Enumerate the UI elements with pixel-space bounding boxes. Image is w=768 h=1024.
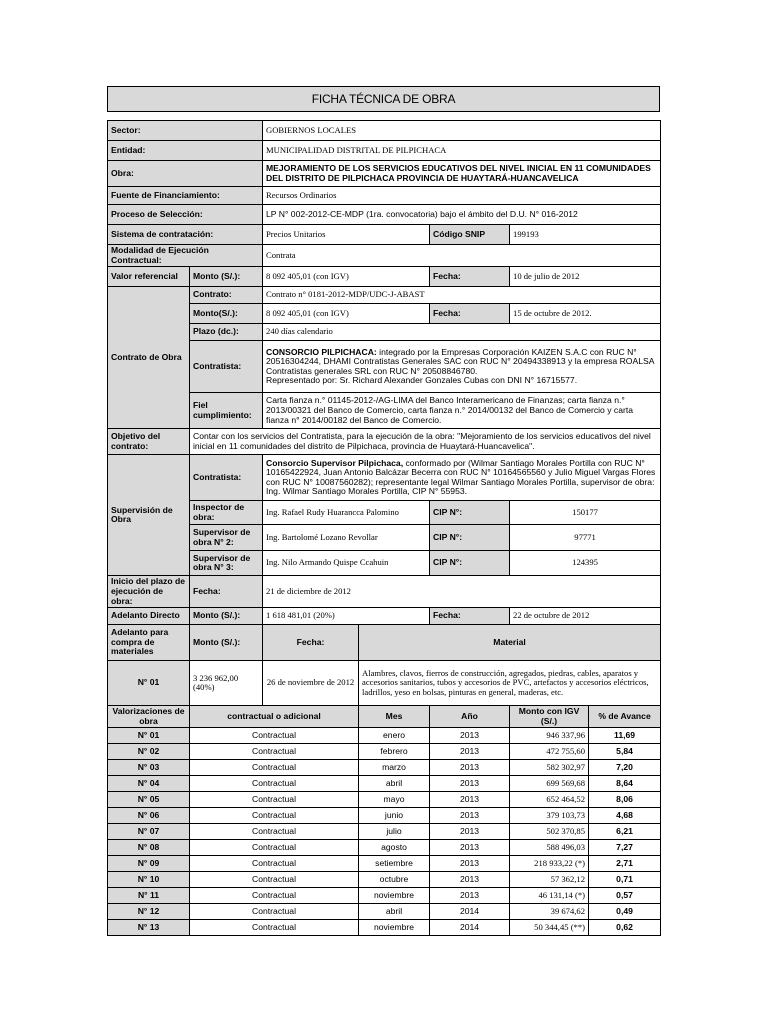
valor-ref-fecha-label: Fecha:	[430, 267, 510, 287]
val-tipo: Contractual	[190, 776, 359, 792]
val-monto: 46 131,14 (*)	[510, 888, 589, 904]
val-tipo: Contractual	[190, 744, 359, 760]
inspector-value: Ing. Rafael Rudy Huarancca Palomino	[263, 501, 430, 525]
sector-value: GOBIERNOS LOCALES	[263, 121, 661, 141]
val-avance: 0,62	[589, 920, 661, 936]
val-mes: enero	[359, 728, 430, 744]
val-avance: 7,27	[589, 840, 661, 856]
val-tipo: Contractual	[190, 840, 359, 856]
val-mes: junio	[359, 808, 430, 824]
supervisor3-cip-label: CIP N°:	[430, 551, 510, 576]
val-mes: agosto	[359, 840, 430, 856]
fuente-label: Fuente de Financiamiento:	[108, 187, 263, 205]
entidad-value: MUNICIPALIDAD DISTRITAL DE PILPICHACA	[263, 141, 661, 161]
val-monto: 502 370,85	[510, 824, 589, 840]
val-avance: 5,84	[589, 744, 661, 760]
val-tipo: Contractual	[190, 728, 359, 744]
val-numero: N° 08	[108, 840, 190, 856]
val-mes: mayo	[359, 792, 430, 808]
val-monto: 582 302,97	[510, 760, 589, 776]
contrato-fecha-label: Fecha:	[430, 304, 510, 324]
document-title: FICHA TÉCNICA DE OBRA	[107, 86, 660, 112]
materiales-fecha: 26 de noviembre de 2012	[263, 661, 359, 706]
table-row	[108, 792, 661, 808]
sup-contratista-label: Contratista:	[190, 455, 263, 501]
val-header-anio: Año	[430, 706, 510, 728]
val-numero: N° 04	[108, 776, 190, 792]
valorizaciones-rows	[108, 728, 661, 936]
val-tipo: Contractual	[190, 856, 359, 872]
table-row	[108, 808, 661, 824]
contratista-rep: Representado por: Sr. Richard Alexander Gonzales Cubas con DNI N° 16715577.	[266, 375, 578, 386]
val-anio: 2013	[430, 856, 510, 872]
val-anio: 2013	[430, 728, 510, 744]
val-mes: julio	[359, 824, 430, 840]
sistema-label: Sistema de contratación:	[108, 225, 263, 245]
val-mes: abril	[359, 904, 430, 920]
table-row	[108, 888, 661, 904]
objetivo-label: Objetivo del contrato:	[108, 429, 190, 455]
snip-value: 199193	[510, 225, 661, 245]
sup-contratista-name: Consorcio Supervisor Pilpichaca,	[266, 457, 404, 468]
val-monto: 652 464,52	[510, 792, 589, 808]
adelanto-materiales-label: Adelanto para compra de materiales	[108, 625, 190, 661]
val-numero: N° 09	[108, 856, 190, 872]
val-avance: 11,69	[589, 728, 661, 744]
inspector-cip: 150177	[510, 501, 661, 525]
modalidad-value: Contrata	[263, 245, 661, 267]
val-anio: 2013	[430, 888, 510, 904]
contratista-label: Contratista:	[190, 341, 263, 393]
inicio-fecha-label: Fecha:	[190, 576, 263, 608]
val-numero: N° 10	[108, 872, 190, 888]
supervisor3-cip: 124395	[510, 551, 661, 576]
val-numero: N° 06	[108, 808, 190, 824]
sup-contratista-value	[263, 455, 661, 501]
val-monto: 50 344,45 (**)	[510, 920, 589, 936]
supervision-label: Supervisión de Obra	[108, 455, 190, 576]
supervisor3-label: Supervisor de obra N° 3:	[190, 551, 263, 576]
materiales-n01: N° 01	[108, 661, 190, 706]
inspector-label: Inspector de obra:	[190, 501, 263, 525]
contratista-value	[263, 341, 661, 393]
adelanto-monto-label: Monto (S/.):	[190, 608, 263, 625]
val-avance: 0,71	[589, 872, 661, 888]
val-tipo: Contractual	[190, 872, 359, 888]
proceso-label: Proceso de Selección:	[108, 205, 263, 225]
table-row	[108, 728, 661, 744]
supervisor2-value: Ing. Bartolomé Lozano Revollar	[263, 525, 430, 551]
plazo-value: 240 días calendario	[263, 324, 661, 341]
valor-ref-monto-label: Monto (S/.):	[190, 267, 263, 287]
material-header: Material	[359, 625, 661, 661]
val-monto: 218 933,22 (*)	[510, 856, 589, 872]
adelanto-monto: 1 618 481,01 (20%)	[263, 608, 430, 625]
sector-label: Sector:	[108, 121, 263, 141]
val-avance: 4,68	[589, 808, 661, 824]
obra-value: MEJORAMIENTO DE LOS SERVICIOS EDUCATIVOS DEL NIVEL INICIAL EN 11 COMUNIDADES DEL DISTRITO DE PILPICHACA PROVINCIA DE HUAYTARÁ-HUANCAVELICA	[263, 161, 661, 187]
val-numero: N° 07	[108, 824, 190, 840]
val-mes: abril	[359, 776, 430, 792]
supervisor3-value: Ing. Nilo Armando Quispe Ccahuin	[263, 551, 430, 576]
contrato-label: Contrato:	[190, 287, 263, 304]
val-avance: 2,71	[589, 856, 661, 872]
val-anio: 2013	[430, 872, 510, 888]
val-anio: 2013	[430, 840, 510, 856]
val-avance: 7,20	[589, 760, 661, 776]
inspector-cip-label: CIP N°:	[430, 501, 510, 525]
contrato-monto-label: Monto(S/.):	[190, 304, 263, 324]
val-monto: 39 674,62	[510, 904, 589, 920]
table-row	[108, 920, 661, 936]
valor-ref-monto: 8 092 405,01 (con IGV)	[263, 267, 430, 287]
contrato-obra-label: Contrato de Obra	[108, 287, 190, 429]
materiales-fecha-label: Fecha:	[263, 625, 359, 661]
val-monto: 946 337,96	[510, 728, 589, 744]
obra-label: Obra:	[108, 161, 263, 187]
val-numero: N° 05	[108, 792, 190, 808]
contratista-name: CONSORCIO PILPICHACA:	[266, 346, 377, 357]
supervisor2-cip: 97771	[510, 525, 661, 551]
val-anio: 2013	[430, 792, 510, 808]
table-row	[108, 840, 661, 856]
val-anio: 2013	[430, 744, 510, 760]
val-mes: octubre	[359, 872, 430, 888]
adelanto-fecha-label: Fecha:	[430, 608, 510, 625]
table-row	[108, 856, 661, 872]
supervisor2-label: Supervisor de obra N° 2:	[190, 525, 263, 551]
val-header-avance: % de Avance	[589, 706, 661, 728]
val-monto: 472 755,60	[510, 744, 589, 760]
materiales-desc: Alambres, clavos, fierros de construcción, agregados, piedras, cables, aparatos y accesorios sanitarios, tubos y accesorios de PVC, artefactos y accesorios eléctricos, ladrillos, yeso en bolsas, pinturas en general, maderas, etc.	[359, 661, 661, 706]
sistema-value: Precios Unitarios	[263, 225, 430, 245]
val-numero: N° 13	[108, 920, 190, 936]
val-avance: 6,21	[589, 824, 661, 840]
contrato-fecha: 15 de octubre de 2012.	[510, 304, 661, 324]
val-mes: febrero	[359, 744, 430, 760]
val-header-monto: Monto con IGV (S/.)	[510, 706, 589, 728]
val-anio: 2013	[430, 808, 510, 824]
adelanto-fecha: 22 de octubre de 2012	[510, 608, 661, 625]
sup-contratista-text: conformado por (Wilmar Santiago Morales Portilla con RUC N° 10165422924, Juan Antonio Balcázar Becerra con RUC N° 10164565560 y Julio Miguel Vargas Flores con RUC N° 10087560282); representante legal Wilmar Santiago Morales Portilla, supervisor de obra: Ing. Wilmar Santiago Morales Portilla, CIP N° 55953.	[266, 457, 656, 497]
val-header-tipo: contractual o adicional	[190, 706, 359, 728]
val-anio: 2013	[430, 760, 510, 776]
entidad-label: Entidad:	[108, 141, 263, 161]
val-tipo: Contractual	[190, 792, 359, 808]
contrato-value: Contrato n° 0181-2012-MDP/UDC-J-ABAST	[263, 287, 661, 304]
val-avance: 8,64	[589, 776, 661, 792]
supervisor2-cip-label: CIP N°:	[430, 525, 510, 551]
valor-ref-label: Valor referencial	[108, 267, 190, 287]
ficha-table	[107, 120, 661, 936]
plazo-label: Plazo (dc.):	[190, 324, 263, 341]
val-anio: 2013	[430, 824, 510, 840]
val-monto: 588 496,03	[510, 840, 589, 856]
val-tipo: Contractual	[190, 920, 359, 936]
inicio-label: Inicio del plazo de ejecución de obra:	[108, 576, 190, 608]
inicio-fecha: 21 de diciembre de 2012	[263, 576, 661, 608]
val-monto: 379 103,73	[510, 808, 589, 824]
val-header-obra: Valorizaciones de obra	[108, 706, 190, 728]
table-row	[108, 776, 661, 792]
val-numero: N° 12	[108, 904, 190, 920]
adelanto-directo-label: Adelanto Directo	[108, 608, 190, 625]
val-anio: 2013	[430, 776, 510, 792]
fiel-value: Carta fianza n.° 01145-2012-/AG-LIMA del Banco Interamericano de Finanzas; carta fianza n.° 2013/00321 del Banco de Comercio, carta fianza n.° 2014/00132 del Banco de Comercio y carta fianza n° 2014/00182 del Banco de Comercio.	[263, 393, 661, 429]
table-row	[108, 872, 661, 888]
val-mes: marzo	[359, 760, 430, 776]
val-tipo: Contractual	[190, 904, 359, 920]
val-avance: 8,06	[589, 792, 661, 808]
val-tipo: Contractual	[190, 888, 359, 904]
val-numero: N° 01	[108, 728, 190, 744]
val-mes: setiembre	[359, 856, 430, 872]
contrato-monto: 8 092 405,01 (con IGV)	[263, 304, 430, 324]
val-tipo: Contractual	[190, 760, 359, 776]
fuente-value: Recursos Ordinarios	[263, 187, 661, 205]
val-avance: 0,57	[589, 888, 661, 904]
val-header-mes: Mes	[359, 706, 430, 728]
val-numero: N° 02	[108, 744, 190, 760]
val-anio: 2014	[430, 904, 510, 920]
val-tipo: Contractual	[190, 808, 359, 824]
valor-ref-fecha: 10 de julio de 2012	[510, 267, 661, 287]
val-avance: 0,49	[589, 904, 661, 920]
objetivo-value: Contar con los servicios del Contratista, para la ejecución de la obra: "Mejoramiento de los servicios educativos del nivel inicial en 11 comunidades del distrito de Pilpichaca, provincia de Huaytará-Huancavelica".	[190, 429, 661, 455]
fiel-label: Fiel cumplimiento:	[190, 393, 263, 429]
val-monto: 57 362,12	[510, 872, 589, 888]
table-row	[108, 904, 661, 920]
table-row	[108, 760, 661, 776]
materiales-monto-label: Monto (S/.):	[190, 625, 263, 661]
val-numero: N° 03	[108, 760, 190, 776]
val-tipo: Contractual	[190, 824, 359, 840]
val-monto: 699 569,68	[510, 776, 589, 792]
proceso-value: LP N° 002-2012-CE-MDP (1ra. convocatoria) bajo el ámbito del D.U. N° 016-2012	[263, 205, 661, 225]
val-mes: noviembre	[359, 888, 430, 904]
contratista-text: integrado por la Empresas Corporación KAIZEN S.A.C con RUC N° 20516304244, DHAMI Contratistas Generales SAC con RUC N° 20494338913 y la empresa ROALSA Contratistas generales SRL con RUC N° 20508846780.	[266, 346, 654, 376]
materiales-monto: 3 236 962,00 (40%)	[190, 661, 263, 706]
val-numero: N° 11	[108, 888, 190, 904]
table-row	[108, 744, 661, 760]
modalidad-label: Modalidad de Ejecución Contractual:	[108, 245, 263, 267]
val-mes: noviembre	[359, 920, 430, 936]
snip-label: Código SNIP	[430, 225, 510, 245]
val-anio: 2014	[430, 920, 510, 936]
table-row	[108, 824, 661, 840]
